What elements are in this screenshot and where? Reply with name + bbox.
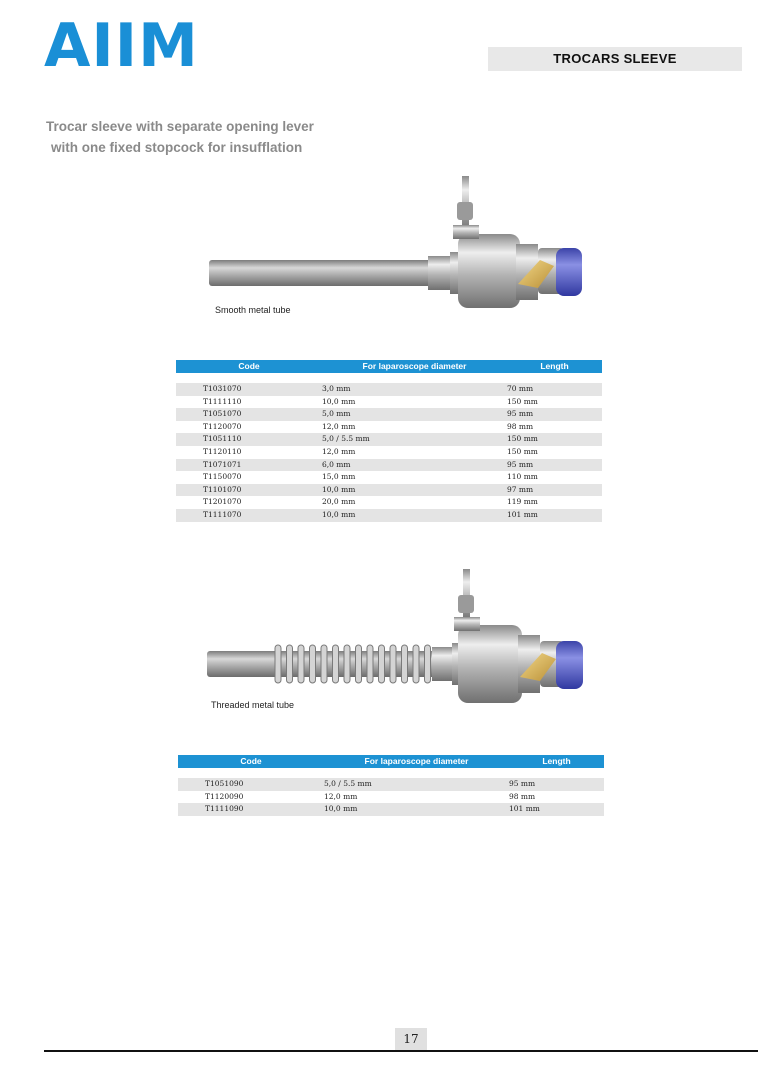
table-row	[178, 791, 604, 804]
cell-diameter: 5,0 mm	[322, 408, 507, 421]
col-header-code: Code	[176, 360, 322, 373]
col-header-diameter: For laparoscope diameter	[324, 755, 509, 768]
col-header-length: Length	[509, 755, 604, 768]
trocar-smooth-tube-image	[200, 170, 600, 315]
cell-diameter: 6,0 mm	[322, 459, 507, 472]
cell-code: T1051090	[178, 778, 324, 791]
cell-length: 98 mm	[509, 791, 604, 804]
description-line-2: with one fixed stopcock for insufflation	[51, 140, 303, 155]
product-caption-smooth: Smooth metal tube	[215, 305, 291, 315]
cell-code: T1051070	[176, 408, 322, 421]
cell-code: T1120110	[176, 446, 322, 459]
cell-code: T1111070	[176, 509, 322, 522]
cell-code: T1111110	[176, 396, 322, 409]
cell-length: 95 mm	[509, 778, 604, 791]
table-row	[176, 509, 602, 522]
section-title: TROCARS SLEEVE	[488, 47, 742, 71]
table-row	[176, 421, 602, 434]
table-row	[178, 803, 604, 816]
spec-table-threaded	[178, 755, 604, 816]
table-row	[176, 446, 602, 459]
page-number: 17	[395, 1028, 427, 1050]
col-header-code: Code	[178, 755, 324, 768]
table-row	[176, 496, 602, 509]
table-row	[178, 778, 604, 791]
cell-diameter: 10,0 mm	[322, 396, 507, 409]
col-header-length: Length	[507, 360, 602, 373]
cell-diameter: 10,0 mm	[322, 484, 507, 497]
cell-diameter: 20,0 mm	[322, 496, 507, 509]
cell-length: 150 mm	[507, 433, 602, 446]
table-row	[176, 484, 602, 497]
cell-diameter: 5,0 / 5.5 mm	[324, 778, 509, 791]
table-row	[176, 471, 602, 484]
cell-length: 101 mm	[507, 509, 602, 522]
product-description	[46, 116, 314, 158]
product-caption-threaded: Threaded metal tube	[211, 700, 295, 710]
cell-code: T1031070	[176, 383, 322, 396]
cell-length: 70 mm	[507, 383, 602, 396]
cell-diameter: 10,0 mm	[322, 509, 507, 522]
cell-diameter: 3,0 mm	[322, 383, 507, 396]
spec-table-smooth	[176, 360, 602, 522]
cell-code: T1120090	[178, 791, 324, 804]
table-row	[176, 396, 602, 409]
brand-logo: AIIM	[44, 11, 199, 81]
col-header-diameter: For laparoscope diameter	[322, 360, 507, 373]
footer-divider	[44, 1050, 758, 1052]
cell-diameter: 12,0 mm	[324, 791, 509, 804]
table-header-row	[176, 360, 602, 373]
table-row	[176, 459, 602, 472]
cell-code: T1101070	[176, 484, 322, 497]
cell-length: 150 mm	[507, 396, 602, 409]
cell-length: 97 mm	[507, 484, 602, 497]
cell-code: T1071071	[176, 459, 322, 472]
cell-code: T1051110	[176, 433, 322, 446]
cell-length: 95 mm	[507, 408, 602, 421]
cell-length: 101 mm	[509, 803, 604, 816]
cell-diameter: 12,0 mm	[322, 421, 507, 434]
description-line-1: Trocar sleeve with separate opening lever	[46, 119, 314, 134]
cell-code: T1111090	[178, 803, 324, 816]
cell-code: T1201070	[176, 496, 322, 509]
cell-length: 150 mm	[507, 446, 602, 459]
table-row	[176, 433, 602, 446]
table-row	[176, 383, 602, 396]
cell-diameter: 15,0 mm	[322, 471, 507, 484]
table-header-row	[178, 755, 604, 768]
trocar-threaded-tube-image	[200, 565, 600, 710]
cell-diameter: 5,0 / 5.5 mm	[322, 433, 507, 446]
table-row	[176, 408, 602, 421]
cell-length: 95 mm	[507, 459, 602, 472]
cell-length: 98 mm	[507, 421, 602, 434]
cell-code: T1120070	[176, 421, 322, 434]
cell-diameter: 10,0 mm	[324, 803, 509, 816]
cell-code: T1150070	[176, 471, 322, 484]
cell-length: 119 mm	[507, 496, 602, 509]
cell-length: 110 mm	[507, 471, 602, 484]
cell-diameter: 12,0 mm	[322, 446, 507, 459]
